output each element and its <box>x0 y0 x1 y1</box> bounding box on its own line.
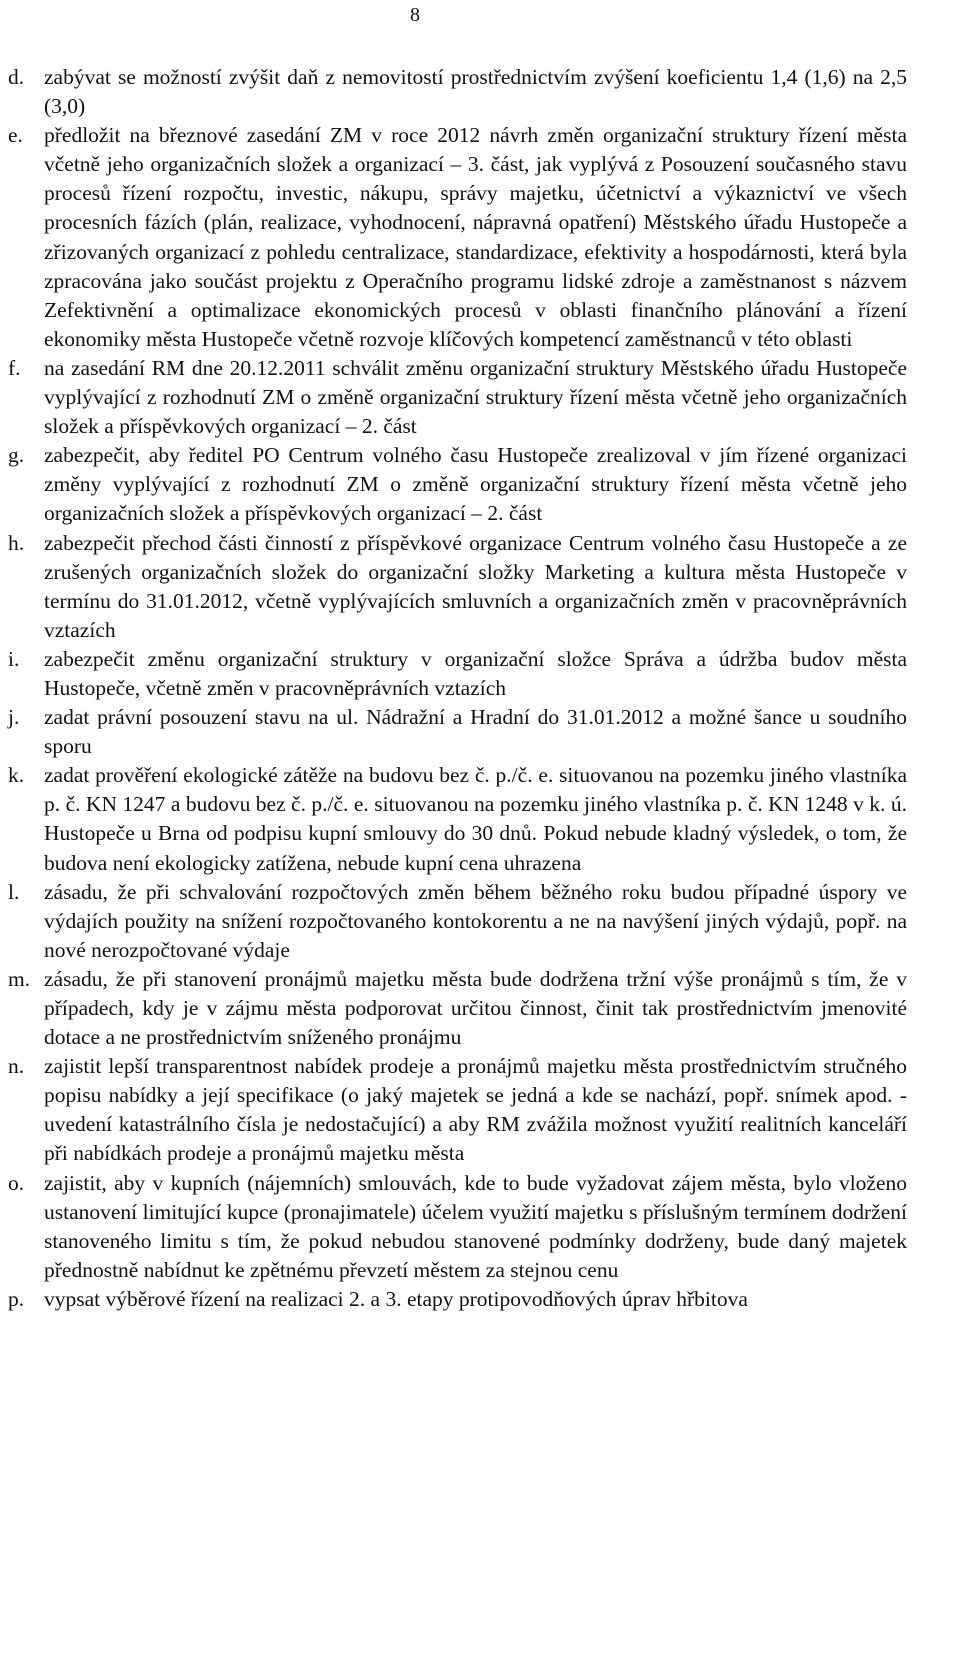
list-item-text: vypsat výběrové řízení na realizaci 2. a 3. etapy protipovodňových úprav hřbitova <box>44 1286 748 1311</box>
list-item-text: předložit na březnové zasedání ZM v roce 2012 návrh změn organizační struktury řízení města včetně jeho organizačních složek a organizací – 3. část, jak vyplývá z Posouzení současného stavu procesů řízení rozpočtu, investic, nákupu, správy majetku, účetnictví a výkaznictví ve všech procesních fázích (plán, realizace, vyhodnocení, nápravná opatření) Městského úřadu Hustopeče a zřizovaných organizací z pohledu centralizace, standardizace, efektivity a hospodárnosti, která byla zpracována jako součást projektu z Operačního programu lidské zdroje a zaměstnanost s názvem Zefektivnění a optimalizace ekonomických procesů v oblasti finančního plánování a řízení ekonomiky města Hustopeče včetně rozvoje klíčových kompetencí zaměstnanců v této oblasti <box>44 123 907 351</box>
list-item <box>0 645 960 703</box>
list-item-marker: i. <box>8 646 20 671</box>
list-item-text: zabezpečit změnu organizační struktury v organizační složce Správa a údržba budov města Hustopeče, včetně změn v pracovněprávních vztazích <box>44 646 907 700</box>
list-item <box>0 878 960 965</box>
list-item-marker: m. <box>8 966 31 991</box>
list-item-marker: n. <box>8 1054 25 1079</box>
list-item-marker: l. <box>8 879 20 904</box>
list-item-text: zabezpečit, aby ředitel PO Centrum volného času Hustopeče zrealizoval v jím řízené organizaci změny vyplývající z rozhodnutí ZM o změně organizační struktury řízení města včetně jeho organizačních složek a příspěvkových organizací – 2. část <box>44 443 907 526</box>
list-item <box>0 121 960 354</box>
list-item-text: zásadu, že při schvalování rozpočtových změn během běžného roku budou případné úspory ve výdajích použity na snížení rozpočtovaného kontokorentu a ne na navýšení jiných výdajů, popř. na nové nerozpočtované výdaje <box>44 879 907 962</box>
page-number: 8 <box>410 4 420 26</box>
list-item-text: zadat prověření ekologické zátěže na budovu bez č. p./č. e. situovanou na pozemku jiného vlastníka p. č. KN 1247 a budovu bez č. p./č. e. situovanou na pozemku jiného vlastníka p. č. KN 1248 v k. ú. Hustopeče u Brna od podpisu kupní smlouvy do 30 dnů. Pokud nebude kladný výsledek, o tom, že budova není ekologicky zatížena, nebude kupní cena uhrazena <box>44 763 907 875</box>
list-item-marker: h. <box>8 530 25 555</box>
list-item <box>0 703 960 761</box>
list-item <box>0 761 960 877</box>
list-item-text: zajistit, aby v kupních (nájemních) smlouvách, kde to bude vyžadovat zájem města, bylo vloženo ustanovení limitující kupce (pronajimatele) účelem využití majetku s příslušným termínem dodržení stanoveného limitu s tím, že pokud nebudou stanovené podmínky dodrženy, bude daný majetek přednostně nabídnut ke zpětnému převzetí městem za stejnou cenu <box>44 1170 907 1282</box>
list-item <box>0 965 960 1052</box>
list-item-marker: p. <box>8 1286 25 1311</box>
list-item-marker: e. <box>8 123 23 148</box>
list-item-text: zásadu, že při stanovení pronájmů majetku města bude dodržena tržní výše pronájmů s tím, že v případech, kdy je v zájmu města podporovat určitou činnost, činit tak prostřednictvím jmenovité dotace a ne prostřednictvím sníženého pronájmu <box>44 966 907 1050</box>
list-item-marker: d. <box>8 65 25 89</box>
list-item-marker: g. <box>8 443 25 468</box>
list-item <box>0 1285 960 1314</box>
list-item <box>0 354 960 441</box>
list-item-text: zadat právní posouzení stavu na ul. Nádražní a Hradní do 31.01.2012 a možné šance u soudního sporu <box>44 705 907 759</box>
list-item <box>0 1169 960 1285</box>
list-item-text: zajistit lepší transparentnost nabídek prodeje a pronájmů majetku města prostřednictvím stručného popisu nabídky a její specifikace (o jaký majetek se jedná a kde se nachází, popř. snímek apod. - uvedení katastrálního čísla je nedostačující) a aby RM zvážila možnost využití realitních kanceláří při nabídkách prodeje a pronájmů majetku města <box>44 1054 907 1166</box>
list-item <box>0 441 960 528</box>
list-item-marker: o. <box>8 1170 25 1195</box>
list-item-marker: k. <box>8 763 25 788</box>
list-item <box>0 1052 960 1168</box>
list-item-marker: f. <box>8 355 21 380</box>
list-item-text: na zasedání RM dne 20.12.2011 schválit změnu organizační struktury Městského úřadu Hustopeče vyplývající z rozhodnutí ZM o změně organizační struktury řízení města včetně jeho organizačních složek a příspěvkových organizací – 2. část <box>44 355 907 439</box>
list-item <box>0 63 960 121</box>
list-item-text: zabezpečit přechod části činností z příspěvkové organizace Centrum volného času Hustopeče a ze zrušených organizačních složek do organizační složky Marketing a kultura města Hustopeče v termínu do 31.01.2012, včetně vyplývajících smluvních a organizačních změn v pracovněprávních vztazích <box>44 530 907 642</box>
list-item-marker: j. <box>8 705 20 730</box>
list-item-text: zabývat se možností zvýšit daň z nemovitostí prostřednictvím zvýšení koeficientu 1,4 (1,6) na 2,5 (3,0) <box>44 65 907 119</box>
list-item <box>0 529 960 645</box>
resolution-list <box>0 63 960 1314</box>
